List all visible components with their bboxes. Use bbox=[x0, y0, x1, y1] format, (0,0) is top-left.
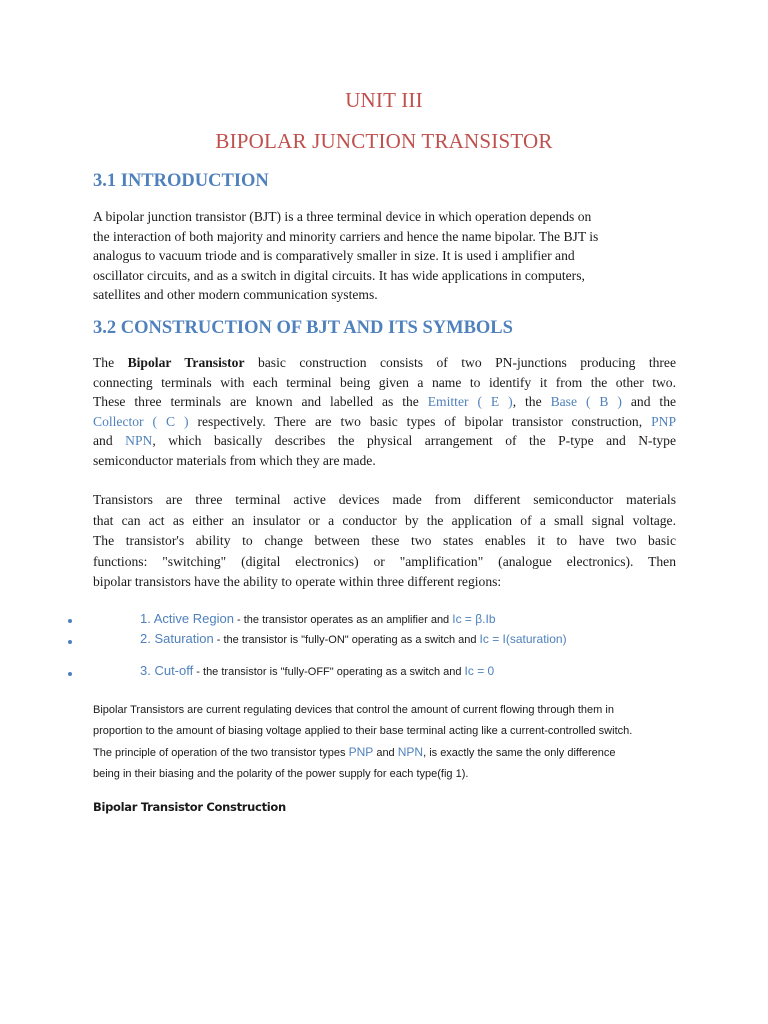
bullet-icon bbox=[68, 619, 72, 623]
paragraph-line bbox=[93, 742, 693, 764]
region-desc: - the transistor operates as an amplifier and bbox=[233, 614, 453, 626]
construction-line bbox=[93, 431, 676, 451]
bipolar-transistor-term: Bipolar Transistor bbox=[127, 355, 245, 370]
collector-symbol: ( C ) bbox=[152, 413, 189, 429]
unit-label: UNIT III bbox=[345, 88, 423, 112]
text: and the bbox=[630, 394, 677, 410]
collector-term: Collector bbox=[93, 413, 144, 429]
text: , the bbox=[512, 394, 542, 410]
paragraph-line: Bipolar Transistors are current regulating devices that control the amount of current flowing through them in bbox=[93, 704, 614, 716]
construction-line bbox=[93, 353, 676, 373]
page-title: BIPOLAR JUNCTION TRANSISTOR bbox=[215, 129, 553, 153]
transistor-line: functions: "switching" (digital electronics) or "amplification" (analogue electronics). Then bbox=[93, 553, 676, 569]
transistor-line: The transistor's ability to change between these two states enables it to have two basic bbox=[93, 533, 676, 548]
construction-subheading: Bipolar Transistor Construction bbox=[93, 800, 286, 814]
npn-term: NPN bbox=[397, 745, 424, 759]
base-symbol: ( B ) bbox=[585, 394, 622, 410]
pnp-term: PNP bbox=[651, 413, 676, 429]
text: respectively. There are two basic types of bipolar transistor construction, bbox=[197, 413, 643, 429]
intro-paragraph bbox=[93, 207, 676, 305]
construction-line bbox=[93, 392, 676, 412]
text: The principle of operation of the two transistor types bbox=[93, 747, 349, 759]
text: and bbox=[373, 747, 398, 759]
text: and bbox=[93, 433, 113, 449]
region-item bbox=[140, 631, 567, 646]
text: , which basically describes the physical arrangement of the P-type and N-type bbox=[152, 433, 676, 449]
text: , is exactly the same the only difference bbox=[423, 747, 616, 759]
region-item bbox=[140, 611, 496, 626]
region-name: 2. Saturation bbox=[140, 631, 214, 646]
construction-line bbox=[93, 412, 676, 432]
construction-line: connecting terminals with each terminal being given a name to identify it from the other two. bbox=[93, 374, 676, 390]
emitter-symbol: ( E ) bbox=[477, 394, 513, 410]
transistor-paragraph bbox=[93, 490, 676, 593]
text: basic construction consists of two PN-junctions producing three bbox=[257, 355, 676, 370]
text: These three terminals are known and labelled as the bbox=[93, 394, 419, 410]
region-name: 3. Cut-off bbox=[140, 663, 194, 678]
intro-line: analogus to vacuum triode and is comparatively smaller in size. It is used i amplifier and bbox=[93, 248, 575, 264]
bullet-icon bbox=[68, 672, 72, 676]
intro-line: the interaction of both majority and minority carriers and hence the name bipolar. The BJT is bbox=[93, 228, 599, 244]
paragraph-line: being in their biasing and the polarity of the power supply for each type(fig 1). bbox=[93, 768, 469, 780]
construction-line: semiconductor materials from which they are made. bbox=[93, 452, 376, 468]
transistor-line: bipolar transistors have the ability to operate within three different regions: bbox=[93, 574, 502, 589]
transistor-line: Transistors are three terminal active devices made from different semiconductor materials bbox=[93, 492, 676, 507]
intro-line: satellites and other modern communication systems. bbox=[93, 287, 378, 303]
bullet-icon bbox=[68, 640, 72, 644]
region-item bbox=[140, 663, 494, 678]
base-term: Base bbox=[550, 394, 577, 410]
npn-term: NPN bbox=[125, 433, 153, 449]
region-desc: - the transistor is "fully-ON" operating as a switch and bbox=[213, 634, 480, 646]
region-formula: Ic = I(saturation) bbox=[479, 632, 567, 646]
pnp-term: PNP bbox=[348, 745, 374, 759]
emitter-term: Emitter bbox=[427, 394, 469, 410]
intro-line: oscillator circuits, and as a switch in digital circuits. It has wide applications in computers, bbox=[93, 267, 585, 283]
text: The bbox=[93, 355, 115, 370]
transistor-line: that can act as either an insulator or a conductor by the application of a small signal voltage. bbox=[93, 512, 676, 528]
intro-line: A bipolar junction transistor (BJT) is a three terminal device in which operation depends on bbox=[93, 209, 592, 224]
section-heading-introduction: 3.1 INTRODUCTION bbox=[93, 171, 269, 191]
paragraph-line: proportion to the amount of biasing voltage applied to their base terminal acting like a current-controlled switch. bbox=[93, 725, 633, 737]
bipolar-regulating-paragraph bbox=[93, 700, 693, 785]
region-desc: - the transistor is "fully-OFF" operating as a switch and bbox=[193, 666, 465, 678]
region-formula: Ic = 0 bbox=[464, 664, 495, 678]
section-heading-construction: 3.2 CONSTRUCTION OF BJT AND ITS SYMBOLS bbox=[93, 318, 513, 338]
region-name: 1. Active Region bbox=[140, 611, 234, 626]
region-formula: Ic = β.Ib bbox=[452, 612, 496, 626]
construction-paragraph bbox=[93, 353, 676, 471]
